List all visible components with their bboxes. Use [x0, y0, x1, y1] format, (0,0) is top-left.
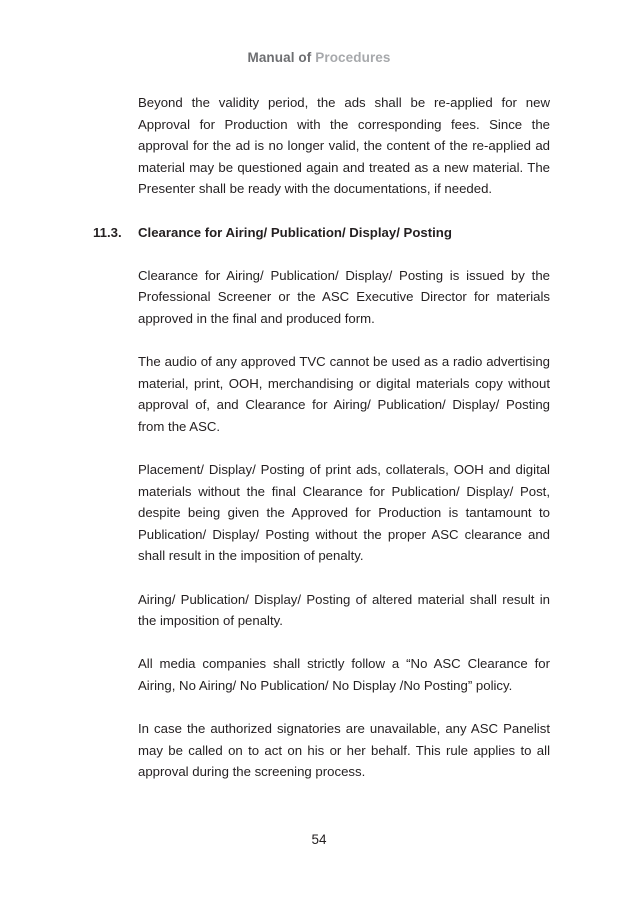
intro-paragraph: Beyond the validity period, the ads shall be re-applied for new Approval for Production with the corresponding fees. Since the approval for the ad is no longer valid, the content of the re-applied ad material may be questioned again and treated as a new material. The Presenter shall be ready with the documentations, if needed. — [138, 95, 550, 197]
section-number: 11.3. — [93, 224, 122, 240]
header-title-procedures: Procedures — [315, 50, 391, 65]
section-title: Clearance for Airing/ Publication/ Display/ Posting — [138, 224, 452, 240]
section-paragraph-4: Airing/ Publication/ Display/ Posting of altered material shall result in the imposition of penalty. — [138, 591, 550, 629]
page-header — [0, 50, 638, 65]
section-heading — [93, 222, 550, 244]
section-paragraph-2: The audio of any approved TVC cannot be used as a radio advertising material, print, OOH, merchandising or digital materials copy without approval of, and Clearance for Airing/ Publication/ Display/ Posting from the ASC. — [138, 354, 550, 434]
section-paragraph-1: Clearance for Airing/ Publication/ Display/ Posting is issued by the Professional Screener or the ASC Executive Director for materials approved in the final and produced form. — [138, 267, 550, 326]
section-paragraph-5: All media companies shall strictly follow a “No ASC Clearance for Airing, No Airing/ No Publication/ No Display /No Posting” policy. — [138, 656, 550, 694]
page-content — [93, 92, 550, 805]
header-title-manual-of: Manual of — [247, 50, 312, 65]
section-paragraph-6: In case the authorized signatories are unavailable, any ASC Panelist may be called on to act on his or her behalf. This rule applies to all approval during the screening process. — [138, 721, 550, 780]
section-paragraph-3: Placement/ Display/ Posting of print ads, collaterals, OOH and digital materials without the final Clearance for Publication/ Display/ Post, despite being given the Approved for Production is tantamount to Publication/ Display/ Posting without the proper ASC clearance and shall result in the imposition of penalty. — [138, 462, 550, 564]
page-number: 54 — [311, 832, 327, 847]
